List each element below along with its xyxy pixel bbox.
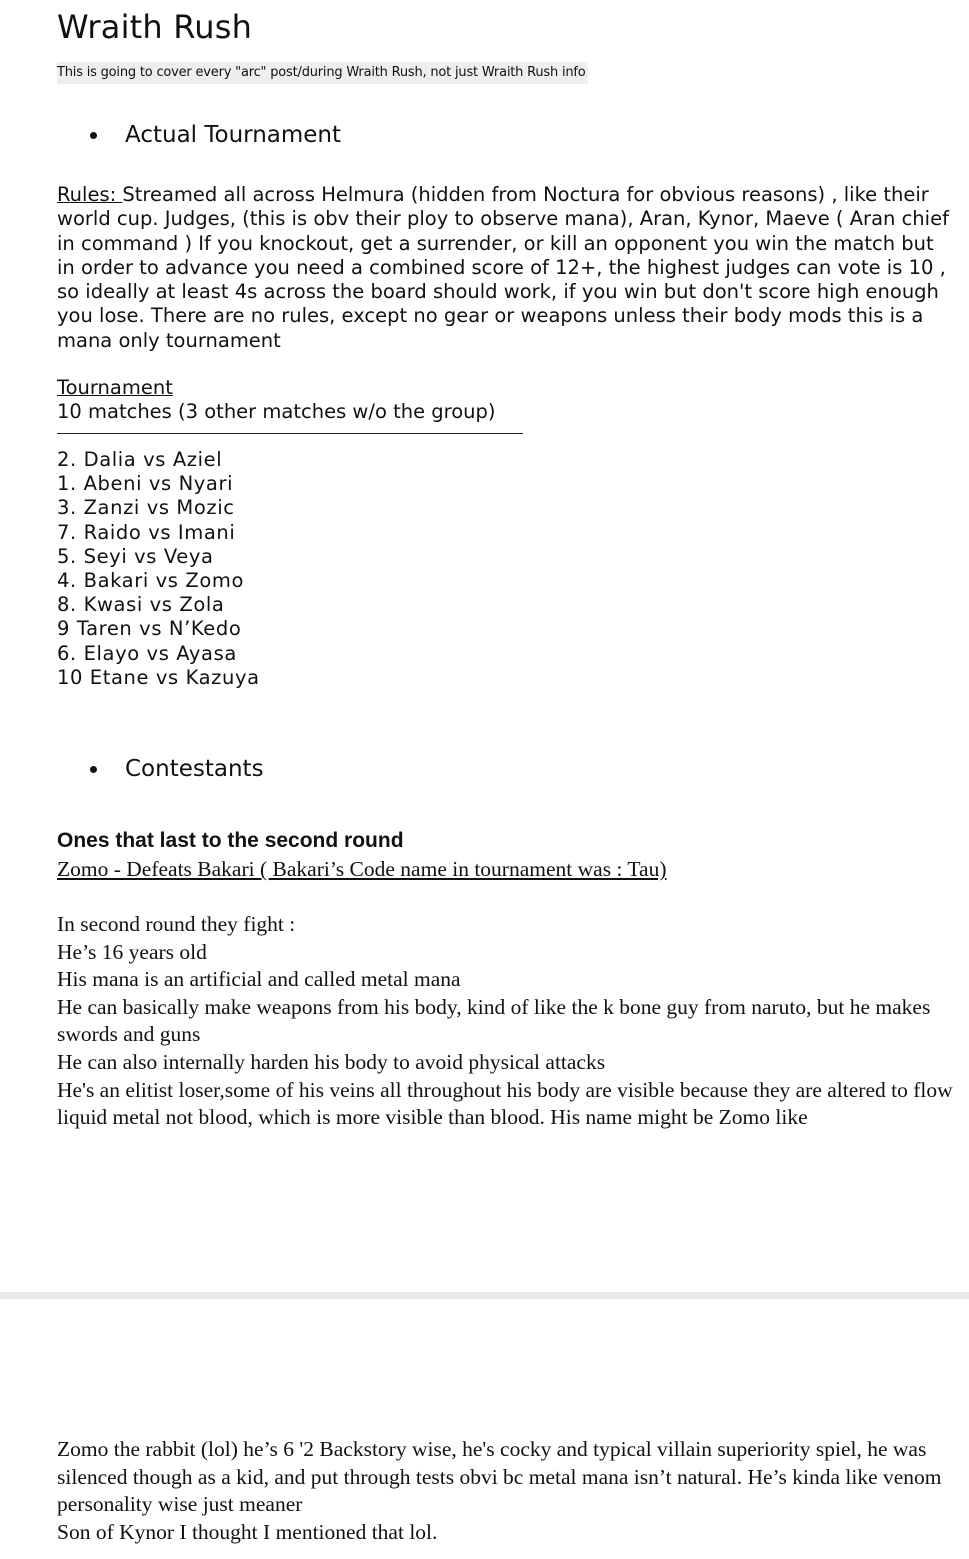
backstory-line: Son of Kynor I thought I mentioned that lol. xyxy=(57,1519,438,1544)
list-item: 3. Zanzi vs Mozic xyxy=(57,496,235,520)
bio-line: In second round they fight : xyxy=(57,912,296,936)
rules-label: Rules: xyxy=(57,183,123,206)
bio-line: He's an elitist loser,some of his veins all throughout his body are visible because they are altered to flow liquid metal not blood, which is more visible than blood. His name might be Zomo like xyxy=(57,1077,953,1130)
bullet-dot-icon xyxy=(90,766,97,773)
bullet-contestants xyxy=(90,756,264,782)
section-heading-actual-tournament: Actual Tournament xyxy=(125,122,342,148)
zomo-result-line: Zomo - Defeats Bakari ( Bakari’s Code name in tournament was : Tau) xyxy=(57,857,667,881)
zomo-bio xyxy=(57,911,957,1132)
document-subtitle: This is going to cover every "arc" post/during Wraith Rush, not just Wraith Rush info xyxy=(57,62,588,84)
bullet-dot-icon xyxy=(90,132,97,139)
tournament-heading: Tournament xyxy=(57,376,173,399)
document-title: Wraith Rush xyxy=(57,8,253,46)
match-list xyxy=(57,448,260,690)
zomo-backstory xyxy=(57,1436,957,1546)
list-item: 5. Seyi vs Veya xyxy=(57,544,214,568)
section-heading-contestants: Contestants xyxy=(125,756,264,782)
list-item: 8. Kwasi vs Zola xyxy=(57,593,225,617)
bio-line: His mana is an artificial and called metal mana xyxy=(57,967,461,992)
divider xyxy=(57,433,523,434)
list-item: 4. Bakari vs Zomo xyxy=(57,568,244,592)
second-round-heading: Ones that last to the second round xyxy=(57,829,404,852)
document-page-2 xyxy=(0,1299,969,1559)
rules-paragraph xyxy=(57,183,957,353)
bio-line: He’s 16 years old xyxy=(57,939,207,964)
tournament-subheading: 10 matches (3 other matches w/o the group) xyxy=(57,400,496,423)
rules-text: Streamed all across Helmura (hidden from Noctura for obvious reasons) , like their world cup. Judges, (this is obv their ploy to observe mana), Aran, Kynor, Maeve ( Aran chief in command ) If you knockout, get a surrender, or kill an opponent you win the match but in order to advance you need a combined score of 12+, the highest judges can vote is 10 , so ideally at least 4s across the board should work, if you win but don't score high enough you lose. There are no rules, except no gear or weapons unless their body mods this is a mana only tournament xyxy=(57,183,949,352)
bullet-actual-tournament xyxy=(90,122,341,148)
bio-line: He can basically make weapons from his body, kind of like the k bone guy from naruto, but he makes swords and guns xyxy=(57,994,931,1047)
page-break xyxy=(0,1292,969,1299)
list-item: 7. Raido vs Imani xyxy=(57,520,236,544)
backstory-line: Zomo the rabbit (lol) he’s 6 '2 Backstory wise, he's cocky and typical villain superiority spiel, he was silenced though as a kid, and put through tests obvi bc metal mana isn’t natural. He’s kinda like venom personality wise just meaner xyxy=(57,1437,942,1517)
list-item: 9 Taren vs N’Kedo xyxy=(57,617,242,641)
list-item: 6. Elayo vs Ayasa xyxy=(57,641,237,665)
list-item: 1. Abeni vs Nyari xyxy=(57,472,234,496)
list-item: 2. Dalia vs Aziel xyxy=(57,448,223,471)
bio-line: He can also internally harden his body to avoid physical attacks xyxy=(57,1049,606,1074)
list-item: 10 Etane vs Kazuya xyxy=(57,665,260,689)
